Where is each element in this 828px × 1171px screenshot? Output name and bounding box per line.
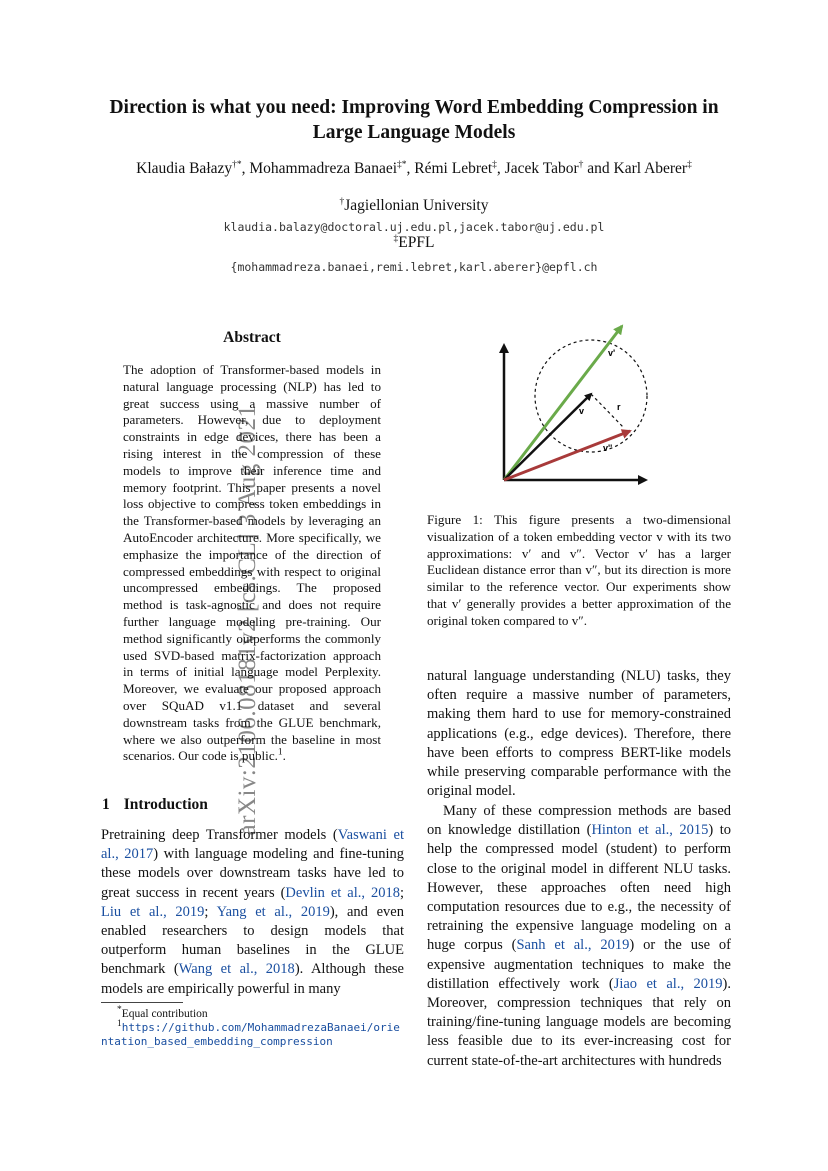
intro-paragraph-1 [101,826,404,999]
author-name: , Mohammadreza Banaei [241,160,398,177]
author-mark: †* [232,159,242,170]
citation-link[interactable]: Wang et al., 2018 [178,961,295,978]
vector-v [504,394,591,480]
text-run: ), and even enabled researchers to design models that outperform human baselines in the GLUE benchmark ( [101,903,404,978]
footnote-code-url [101,1021,404,1049]
code-url-link[interactable]: https://github.com/MohammadrezaBanaei/orientation_based_embedding_compression [101,1021,400,1048]
title-line-2: Large Language Models [312,122,516,143]
affiliation-emails-epfl: {mohammadreza.banaei,remi.lebret,karl.aberer}@epfl.ch [230,260,598,274]
figure-1-caption: Figure 1: This figure presents a two-dimensional visualization of a token embedding vector v with its two approximations: v′ and v″. Vector v′ has a larger Euclidean distance error than v″, but its direction is more similar to the reference vector. Our experiments show that v′ generally provides a better approximation of the original token compared to v″. [427,512,731,628]
label-r: r [617,402,621,412]
affiliation-emails-jagiellonian: klaudia.balazy@doctoral.uj.edu.pl,jacek.tabor@uj.edu.pl [223,220,605,234]
affiliation-name: EPFL [398,234,435,251]
affiliation-epfl [60,234,768,252]
author-mark: † [578,159,584,170]
citation-link[interactable]: Liu et al., 2019 [101,903,205,920]
paper-title [60,95,768,145]
footnote-mark: 1 [117,1019,122,1030]
abstract-body [123,362,381,765]
error-radius-circle [535,340,647,452]
text-run: ) to help the compressed model (student) to perform close to the original model in different NLU tasks. However, these approaches often need high computation resources due to e.g., the necessity of retraining the expensive language modeling on a huge corpus ( [427,822,731,954]
text-run: ) with language modeling and fine-tuning these models over downstream tasks have led to great success in recent years ( [101,846,404,901]
affiliation-name: Jagiellonian University [344,197,489,214]
citation-link[interactable]: Jiao et al., 2019 [613,975,723,992]
footnote-equal-contribution [101,1007,404,1021]
text-run: ). Although these models are empirically powerful in many [101,961,404,997]
abstract-heading: Abstract [223,329,281,346]
author-mark: ‡ [492,159,497,170]
intro-paragraph-3 [427,802,731,1071]
footnote-rule [101,1002,183,1003]
text-run: ; [399,884,404,901]
text-run: Pretraining deep Transformer models ( [101,827,338,843]
affiliation-mark: ‡ [393,233,399,244]
affiliation-jagiellonian [60,197,768,215]
author-name: , Jacek Tabor [496,160,579,177]
citation-link[interactable]: Devlin et al., 2018 [285,884,400,901]
author-list [60,160,768,178]
label-v: v [579,406,585,416]
label-v-double-prime: v'' [603,443,613,453]
author-mark: ‡ [687,159,692,170]
label-v-prime: v' [608,348,616,358]
text-run: ; [204,903,217,920]
abstract-text: The adoption of Transformer-based models in natural language processing (NLP) has led to great success using a massive number of parameters. However, due to deployment constraints in edge devices, there has been a rising interest in the compression of these models to improve their inference time and memory footprint. This paper presents a novel loss objective to compress token embeddings in the Transformer-based models by leveraging an AutoEncoder architecture. More specifically, we emphasize the importance of the direction of compressed embeddings with respect to original uncompressed embeddings. The proposed method is task-agnostic and does not require further language modeling pre-training. Our method significantly outperforms the commonly used SVD-based matrix-factorization approach in terms of initial language model Perplexity. Moreover, we evaluate our proposed approach over SQuAD v1.1 dataset and several downstream tasks from the GLUE benchmark, where we also outperform the baseline in most scenarios. Our code is public. [123,362,381,764]
footnote-text: Equal contribution [121,1008,208,1020]
text-run: ) or the use of expensive augmentation techniques to make the distillation effectively work ( [427,937,732,992]
footnote-ref[interactable]: 1 [277,747,283,758]
intro-paragraph-2: natural language understanding (NLU) tasks, they often require a massive number of parameters, making them hard to use for memory-constrained applications (e.g., edge devices). Therefore, there have been efforts to compress BERT-like models while preserving comparable performance with the original model. [427,668,731,800]
citation-link[interactable]: Vaswani et al., 2017 [101,827,404,863]
affiliation-mark: † [339,196,345,207]
title-line-1: Direction is what you need: Improving Word Embedding Compression in [109,97,719,118]
section-title: Introduction [123,796,208,813]
section-number: 1 [102,796,110,813]
author-name: , Rémi Lebret [406,160,493,177]
citation-link[interactable]: Yang et al., 2019 [216,903,330,920]
figure-1-diagram [478,318,658,490]
footnote-mark: * [117,1005,122,1016]
author-name: and Karl Aberer [583,160,688,177]
arxiv-stamp: arXiv:2106.08181v2 [cs.CL] 3 Aug 2021 [234,404,261,836]
section-heading-introduction [102,796,222,814]
text-run: Many of these compression methods are based on knowledge distillation ( [427,803,731,839]
text-run: ). Moreover, compression techniques that rely on training/fine-tuning language models are becoming less feasible due to its ever-increasing cost for current state-of-the-art architectures with hundreds [427,975,731,1069]
citation-link[interactable]: Sanh et al., 2019 [516,937,630,954]
author-mark: ‡* [397,159,407,170]
author-name: Klaudia Bałazy [136,160,233,177]
citation-link[interactable]: Hinton et al., 2015 [591,822,709,839]
abstract-end: . [282,748,286,764]
